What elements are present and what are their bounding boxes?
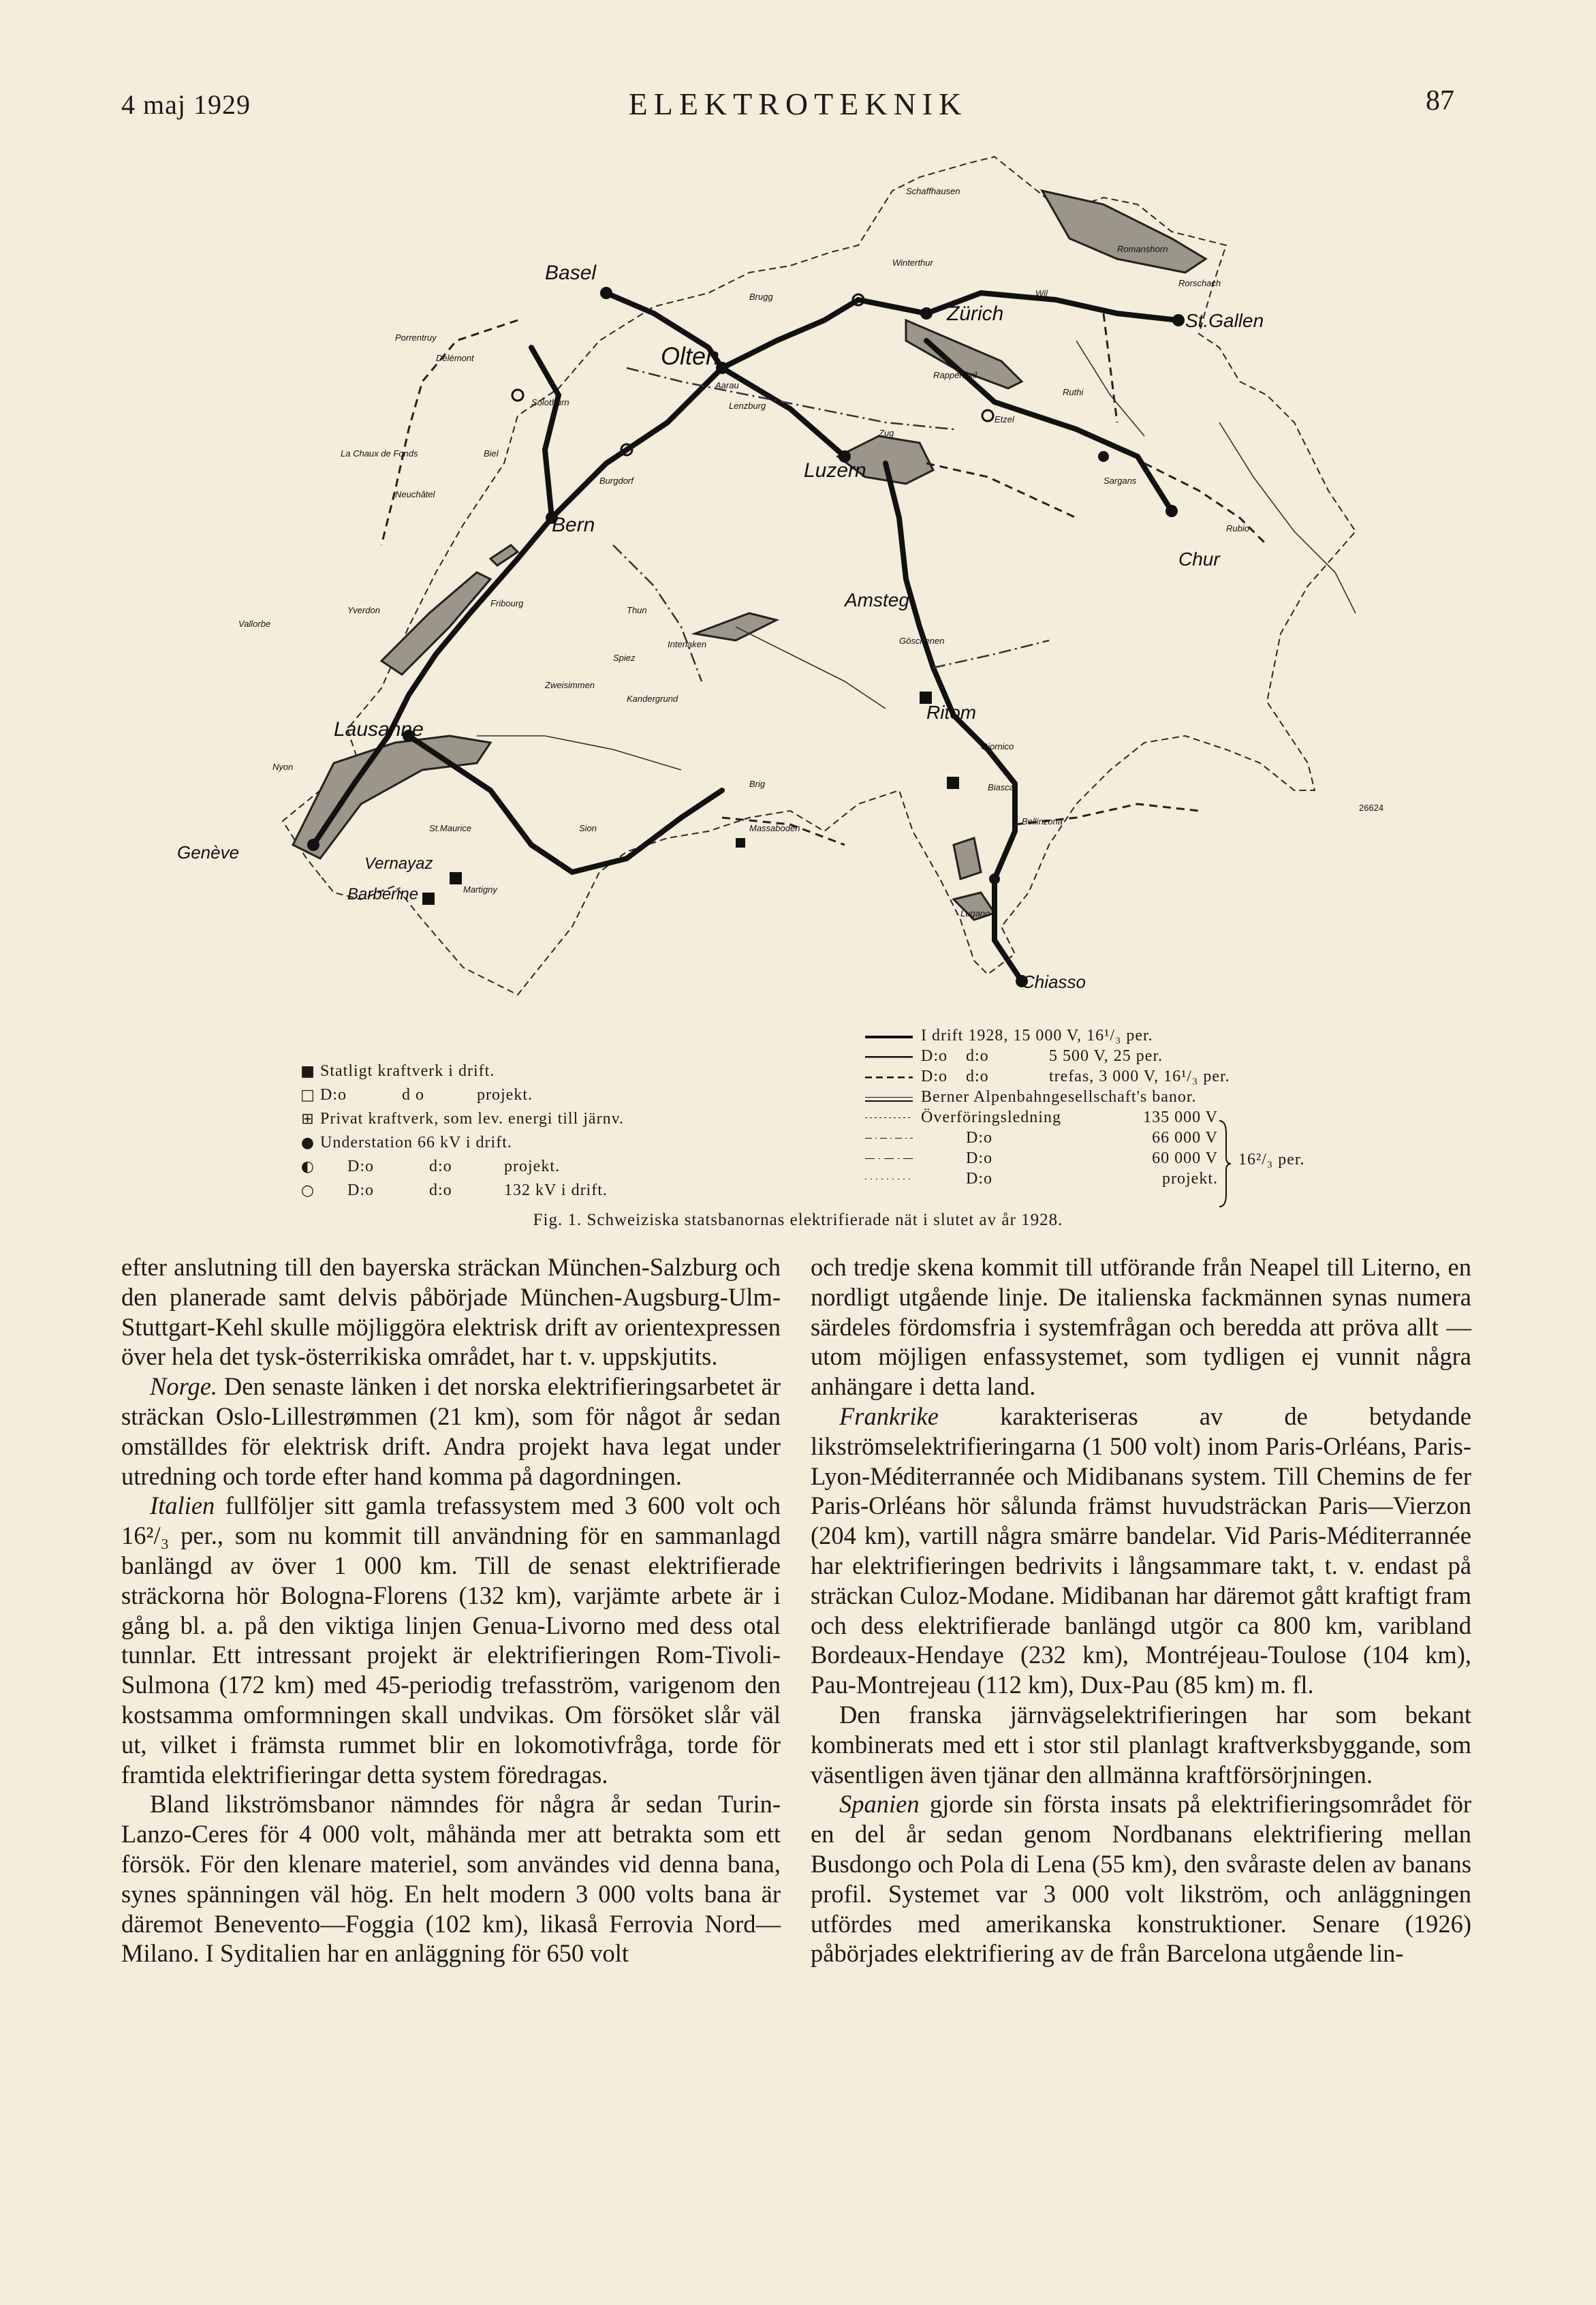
legend-row: ◐ D:o d:o projekt. (300, 1158, 560, 1175)
issue-date: 4 maj 1929 (121, 89, 251, 120)
svg-text:Spiez: Spiez (613, 653, 636, 663)
power-station-barberine (422, 893, 435, 905)
power-station-ritom (947, 777, 959, 789)
svg-text:Massaboden: Massaboden (749, 823, 800, 833)
legend-symbols (300, 1059, 625, 1203)
line-olten-zurich (722, 300, 926, 368)
legend-row: Överföringsledning 135 000 V (921, 1109, 1218, 1126)
svg-text:Porrentruy: Porrentruy (395, 332, 437, 343)
lake-maggiore (954, 838, 981, 879)
label-ritom: Ritom (926, 702, 977, 723)
figure-caption: Fig. 1. Schweiziska statsbanornas elektrifierade nät i slutet av år 1928. (533, 1211, 1063, 1229)
svg-text:Rubio: Rubio (1226, 523, 1249, 533)
svg-text:Zug: Zug (879, 428, 894, 438)
svg-text:Neuchâtel: Neuchâtel (395, 489, 435, 499)
svg-text:Göschenen: Göschenen (899, 636, 945, 646)
svg-text:St.Maurice: St.Maurice (429, 823, 472, 833)
svg-text:Aarau: Aarau (715, 380, 739, 390)
svg-text:Burgdorf: Burgdorf (599, 476, 633, 486)
legend-row: D:o d:o trefas, 3 000 V, 16¹/₃ per. (921, 1068, 1230, 1085)
switzerland-railway-map (136, 136, 1437, 1015)
label-luzern: Luzern (804, 459, 866, 482)
label-amsteg: Amsteg (845, 589, 909, 610)
svg-text:Etzel: Etzel (995, 414, 1014, 424)
svg-text:Rapperswil: Rapperswil (933, 370, 977, 380)
label-chur: Chur (1178, 548, 1220, 570)
legend-row: ○ D:o d:o 132 kV i drift. (300, 1181, 608, 1199)
text-column-left (121, 1252, 781, 1968)
text-column-right (811, 1252, 1471, 1968)
svg-text:Thun: Thun (627, 605, 647, 615)
lake-constance (1042, 191, 1206, 273)
svg-text:Bellinzona: Bellinzona (1022, 816, 1063, 826)
legend-row: ■ Statligt kraftverk i drift. (300, 1062, 495, 1080)
legend-row: □ D:o d o projekt. (300, 1086, 533, 1104)
journal-title: ELEKTROTEKNIK (628, 87, 968, 121)
svg-text:Kandergrund: Kandergrund (627, 694, 678, 704)
svg-text:Martigny: Martigny (463, 884, 497, 895)
svg-text:Nyon: Nyon (272, 762, 294, 772)
paragraph: efter anslutning till den bayerska sträckan München-Salzburg och den planerade samt delvis påbörjade München-Augsburg-Ulm-Stuttgart-Kehl skulle möjliggöra elektrisk drift av orientexpressen över hela det tysk-österrikiska området, har t. v. uppskjutits. (121, 1253, 781, 1371)
label-barberine: Barberine (347, 885, 419, 903)
svg-text:Brugg: Brugg (749, 292, 773, 302)
svg-text:Delémont: Delémont (436, 353, 474, 363)
svg-text:Lugano: Lugano (960, 908, 990, 918)
svg-text:Rorschach: Rorschach (1178, 278, 1221, 288)
legend-row: I drift 1928, 15 000 V, 16¹/₃ per. (921, 1027, 1153, 1045)
svg-text:Zweisimmen: Zweisimmen (545, 680, 595, 690)
projected-substations (512, 294, 993, 455)
power-station-massaboden (736, 838, 745, 848)
paragraph: Bland likströmsbanor nämndes för några år sedan Turin-Lanzo-Ceres för 4 000 volt, måhända mer att betrakta som ett försök. För den klenare materiel, som användes vid denna bana, synes spänningen väl hög. En helt modern 3 000 volts bana är däremot Benevento—Foggia (102 km), likaså Ferrovia Nord—Milano. I Syditalien har en anläggning för 650 volt (121, 1790, 781, 1968)
label-olten: Olten (661, 342, 720, 370)
legend-row: D:o 66 000 V (966, 1129, 1218, 1147)
power-station-vernayaz (450, 872, 462, 884)
label-chiasso: Chiasso (1022, 972, 1086, 992)
label-vernayaz: Vernayaz (364, 854, 433, 873)
paragraph: Italien fullföljer sitt gamla trefassystem med 3 600 volt och 16²/₃ per., som nu kommit till användning för en sammanlagd banlängd av över 1 000 km. Till de senast elektrifierade sträckorna hör Bologna-Florens (132 km), varjämte arbete är i gång bl. a. på den viktiga linjen Genua-Livorno med dess otal tunnlar. Ett intressant projekt är elektrifieringen Rom-Tivoli-Sulmona (172 km) med 45-periodig trefasström, varigenom den kostsamma omformningen skall undvikas. Om försöket slår väl ut, vilket i främsta rummet blir en lokomotivfråga, torde för framtida elektrifieringar detta system föredragas. (121, 1491, 781, 1789)
legend-row: Berner Alpenbahngesellschaft's banor. (921, 1088, 1197, 1106)
line-olten-bern (552, 368, 722, 518)
paragraph: Den franska järnvägselektrifieringen har som bekant kombinerats med ett i stor stil planlagt kraftverksbyggande, som väsentligen även tjänar den allmänna kraftförsörjningen. (811, 1700, 1471, 1789)
svg-text:Brig: Brig (749, 779, 766, 789)
svg-text:Fribourg: Fribourg (490, 598, 524, 608)
svg-text:Solothurn: Solothurn (531, 397, 569, 407)
svg-text:Yverdon: Yverdon (347, 605, 380, 615)
label-geneve: Genève (177, 842, 240, 863)
legend-row: D:o projekt. (966, 1170, 1218, 1188)
frequency-brace: 16²/₃ per. (1218, 1119, 1354, 1208)
label-lausanne: Lausanne (334, 718, 424, 741)
main-lines (313, 293, 1178, 981)
lake-neuchatel (381, 572, 490, 675)
label-basel: Basel (545, 262, 597, 284)
label-bern: Bern (552, 514, 595, 536)
svg-text:Wil: Wil (1035, 288, 1048, 298)
svg-text:Giornico: Giornico (981, 741, 1014, 752)
svg-text:Schaffhausen: Schaffhausen (906, 186, 960, 196)
page-header (0, 82, 1596, 129)
line-bern-lausanne (313, 518, 552, 845)
map-legend (0, 1019, 1596, 1243)
svg-text:La Chaux de Fonds: La Chaux de Fonds (341, 448, 418, 459)
projected-lines (381, 313, 1267, 845)
legend-row: ⊞ Privat kraftverk, som lev. energi till järnv. (301, 1110, 625, 1128)
svg-text:Biel: Biel (484, 448, 499, 459)
svg-text:Sion: Sion (579, 823, 597, 833)
line-basel-bern-jura (531, 347, 559, 518)
label-zurich: Zürich (947, 303, 1004, 325)
map-id: 26624 (1359, 803, 1384, 813)
svg-text:Winterthur: Winterthur (892, 258, 933, 268)
power-stations (422, 692, 959, 905)
paragraph: Norge. Den senaste länken i det norska elektrifieringsarbetet är sträckan Oslo-Lillestrømmen (21 km), som för något år sedan omställdes för elektrisk drift. Andra projekt hava legat under utredning och torde efter hand komma på dagordningen. (121, 1372, 781, 1490)
svg-text:Vallorbe: Vallorbe (238, 619, 271, 629)
rivers (477, 341, 1356, 770)
svg-text:Sargans: Sargans (1104, 476, 1137, 486)
paragraph: och tredje skena kommit till utförande från Neapel till Literno, en nordligt utgående linje. De italienska fackmännen synas numera särdeles fördomsfria i systemfrågan och beredda att pröva allt — utom möjligen enfassystemet, som tydligen ej vunnit några anhängare i detta land. (811, 1253, 1471, 1401)
label-st-gallen: St.Gallen (1185, 310, 1264, 331)
lake-geneva (293, 736, 490, 858)
svg-text:Biasca: Biasca (988, 782, 1015, 792)
paragraph: Spanien gjorde sin första insats på elektrifieringsområdet för en del år sedan genom Nordbanans elektrifiering mellan Busdongo och Pola di Lena (55 km), den svåraste delen av banans profil. Systemet var 3 000 volt likström, och anläggningen utfördes med amerikanska konstruktioner. Senare (1926) påbörjades elektrifiering av de från Barcelona utgående lin- (811, 1790, 1471, 1968)
page-number: 87 (1426, 85, 1454, 117)
legend-row: D:o 60 000 V (966, 1149, 1218, 1167)
svg-text:Interlaken: Interlaken (668, 639, 707, 649)
svg-text:Ruthi: Ruthi (1063, 387, 1084, 397)
svg-text:Lenzburg: Lenzburg (729, 401, 766, 411)
paragraph: Frankrike karakteriseras av de betydande likströmselektrifieringarna (1 500 volt) inom Paris-Orléans, Paris-Lyon-Méditerrannée och Midibanans system. Till Chemins de fer Paris-Orléans hör sålunda främst huvudsträckan Paris—Vierzon (204 km), vartill några smärre bandelar. Vid Paris-Méditerrannée har elektrifieringen bedrivits i långsammare takt, t. v. endast på sträckan Culoz-Modane. Midibanan har däremot gått kraftigt fram och dess elektrifierade banlängd utgör ca 800 km, varibland Bordeaux-Hendaye (232 km), Montréjeau-Toulose (104 km), Pau-Montrejeau (112 km), Dux-Pau (85 km) m. fl. (811, 1402, 1471, 1699)
line-olten-luzern (722, 368, 845, 457)
legend-row: D:o d:o 5 500 V, 25 per. (921, 1047, 1163, 1065)
legend-row: ● Understation 66 kV i drift. (300, 1134, 512, 1151)
svg-text:Romanshorn: Romanshorn (1117, 244, 1168, 254)
